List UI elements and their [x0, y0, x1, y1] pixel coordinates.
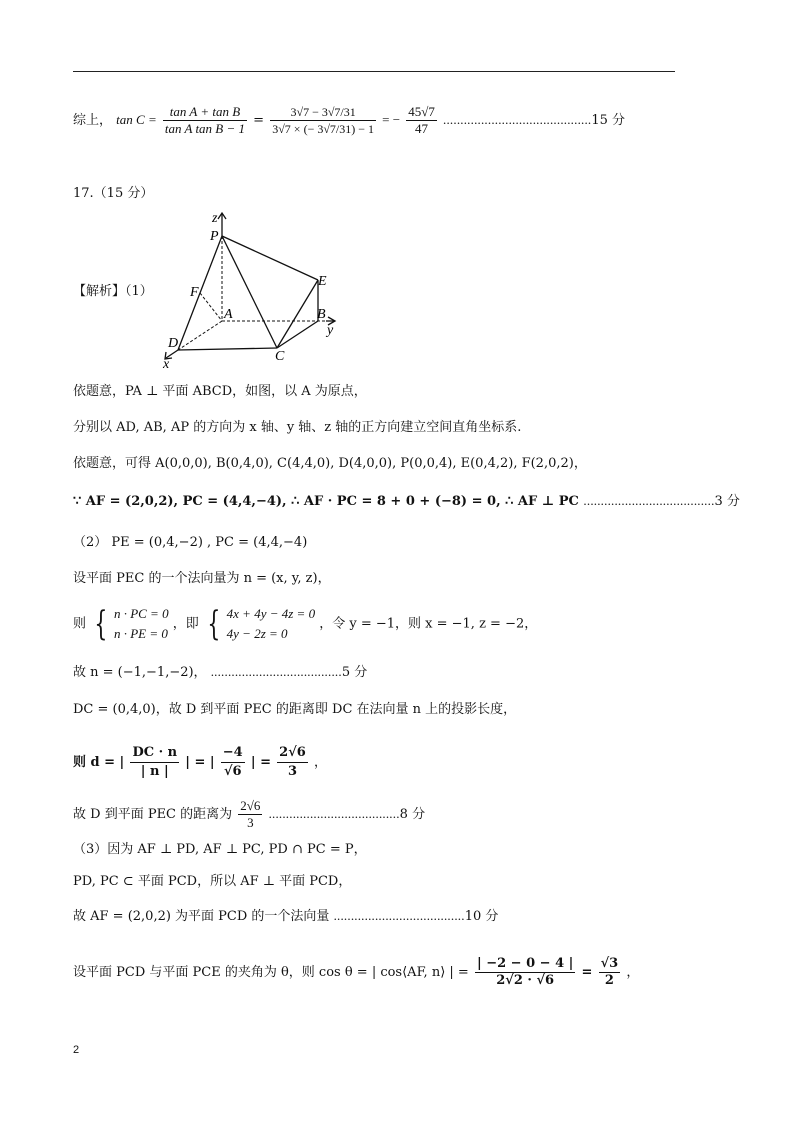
text-line-subset: PD, PC ⊂ 平面 PCD，所以 AF ⊥ 平面 PCD，	[73, 874, 352, 889]
cos-prefix: 设平面 PCD 与平面 PCE 的夹角为 θ，则 cos θ = | cos⟨AF, n⟩ | =	[73, 965, 469, 980]
summary-line	[73, 104, 625, 137]
left-brace-icon: {	[94, 604, 108, 644]
system-tail: ，令 y = −1，则 x = −1, z = −2，	[319, 616, 538, 632]
dot-product-system	[114, 604, 169, 644]
distance-mid2: | =	[250, 755, 272, 770]
distance-prefix: 则 d = |	[73, 755, 125, 770]
text-line-dc-projection: DC = (0,4,0)，故 D 到平面 PEC 的距离即 DC 在法向量 n 上的投影长度，	[73, 702, 517, 717]
af-pc-text: ∵ AF = (2,0,2), PC = (4,4,−4), ∴ AF · PC = 8 + 0 + (−8) = 0, ∴ AF ⊥ PC	[73, 494, 579, 509]
numeric-fraction	[270, 104, 376, 137]
score-label: 15 分	[591, 113, 626, 128]
system-row: 4x + 4y − 4z = 0	[226, 606, 316, 621]
question-number: 17.（15 分）	[73, 186, 154, 201]
edge-dc	[178, 348, 277, 350]
score-dots: ...........................................	[443, 112, 592, 127]
distance-answer-fraction	[238, 798, 262, 831]
af-normal-text: 故 AF = (2,0,2) 为平面 PCD 的一个法向量	[73, 909, 330, 924]
distance-result-numerator: 2√6	[277, 744, 308, 763]
edge-ce	[277, 280, 318, 348]
edge-cb	[277, 321, 318, 348]
score-label: 10 分	[464, 909, 499, 924]
score-label: 3 分	[714, 494, 740, 509]
result-denominator: 47	[415, 121, 429, 136]
text-line-cos-angle	[73, 956, 639, 989]
distance-answer-denominator: 3	[247, 815, 254, 830]
part1-label: 【解析】（1）	[73, 284, 153, 299]
tan-c-lhs: tan C =	[116, 112, 157, 127]
summary-prefix: 综上，	[73, 113, 113, 128]
label-b: B	[317, 307, 326, 322]
equals-sign: =	[253, 113, 265, 128]
cos-result-numerator: √3	[600, 956, 619, 971]
text-line-n-result	[73, 664, 367, 681]
cos-tail: ，	[626, 965, 640, 980]
distance-result-denominator: 3	[287, 764, 298, 779]
text-line-af-pc	[73, 493, 740, 510]
text-line-normal-vector: 设平面 PEC 的一个法向量为 n = (x, y, z)，	[73, 571, 331, 586]
page-number: 2	[73, 1044, 80, 1056]
score-dots: ......................................	[268, 806, 400, 821]
label-z: z	[212, 211, 218, 226]
distance-mid: | = |	[185, 755, 215, 770]
text-line-af-normal	[73, 908, 498, 925]
tan-sum-numerator: tan A + tan B	[163, 104, 247, 121]
equals-negative: = −	[382, 112, 401, 127]
label-c: C	[275, 349, 285, 364]
cos-equals: =	[581, 965, 593, 980]
system-row: n · PC = 0	[113, 606, 169, 621]
text-line-origin: 依题意，PA ⊥ 平面 ABCD，如图，以 A 为原点，	[73, 384, 367, 399]
score-dots: ......................................	[583, 493, 715, 508]
score-label: 5 分	[341, 665, 368, 680]
text-line-distance-formula	[73, 744, 327, 781]
label-x: x	[163, 357, 170, 372]
cos-numerator: | −2 − 0 − 4 |	[476, 956, 574, 971]
label-e: E	[318, 274, 327, 289]
value-denominator: √6	[223, 764, 242, 779]
system-prefix: 则	[73, 616, 87, 632]
edge-pc	[222, 236, 277, 348]
score-label: 8 分	[399, 807, 426, 822]
score-dots: ......................................	[333, 908, 465, 923]
text-line-part2: （2） PE = (0,4,−2) , PC = (4,4,−4)	[73, 535, 308, 550]
system-row: 4y − 2z = 0	[226, 626, 288, 641]
result-numerator: 45√7	[408, 104, 435, 119]
distance-result-fraction	[277, 744, 308, 781]
text-line-part3: （3）因为 AF ⊥ PD, AF ⊥ PC, PD ∩ PC = P，	[73, 842, 367, 857]
label-y: y	[327, 323, 334, 338]
text-line-distance-answer	[73, 798, 425, 831]
header-rule	[73, 71, 675, 72]
numeric-fraction-denominator: 3√7 × (− 3√7/31) − 1	[272, 122, 375, 136]
text-line-axes: 分别以 AD, AB, AP 的方向为 x 轴、y 轴、z 轴的正方向建立空间直角坐标系.	[73, 420, 522, 435]
cos-fraction	[475, 956, 575, 989]
edge-fa	[200, 293, 222, 321]
result-fraction	[406, 104, 437, 137]
distance-tail: ，	[313, 755, 327, 770]
label-p: P	[210, 229, 219, 244]
value-fraction	[221, 744, 245, 781]
left-brace-icon: {	[207, 604, 221, 644]
label-d: D	[168, 336, 179, 351]
text-line-coordinates: 依题意，可得 A(0,0,0), B(0,4,0), C(4,4,0), D(4,0,0), P(0,0,4), E(0,4,2), F(2,0,2)，	[73, 456, 587, 471]
numeric-fraction-numerator: 3√7 − 3√7/31	[270, 104, 376, 121]
label-f: F	[190, 285, 199, 300]
score-dots: ......................................	[210, 664, 342, 679]
n-result-text: 故 n = (−1,−1,−2)，	[73, 665, 207, 680]
projection-numerator: DC · n	[130, 744, 179, 763]
projection-fraction	[130, 744, 179, 781]
value-numerator: −4	[221, 744, 245, 763]
geometry-figure	[160, 208, 350, 373]
edge-pe	[222, 236, 318, 280]
system-row: n · PE = 0	[113, 626, 168, 641]
cos-result-denominator: 2	[604, 973, 614, 988]
cos-denominator: 2√2 · √6	[496, 973, 555, 988]
text-line-system	[73, 604, 537, 644]
edge-ad	[178, 321, 222, 350]
tan-sum-denominator: tan A tan B − 1	[164, 121, 246, 136]
distance-answer-prefix: 故 D 到平面 PEC 的距离为	[73, 807, 233, 822]
distance-answer-numerator: 2√6	[240, 798, 261, 813]
cos-result-fraction	[599, 956, 621, 989]
system-mid: ，即	[172, 616, 199, 632]
label-a: A	[224, 307, 233, 322]
linear-system	[227, 604, 315, 644]
projection-denominator: | n |	[140, 764, 169, 779]
tan-sum-fraction	[163, 104, 247, 137]
